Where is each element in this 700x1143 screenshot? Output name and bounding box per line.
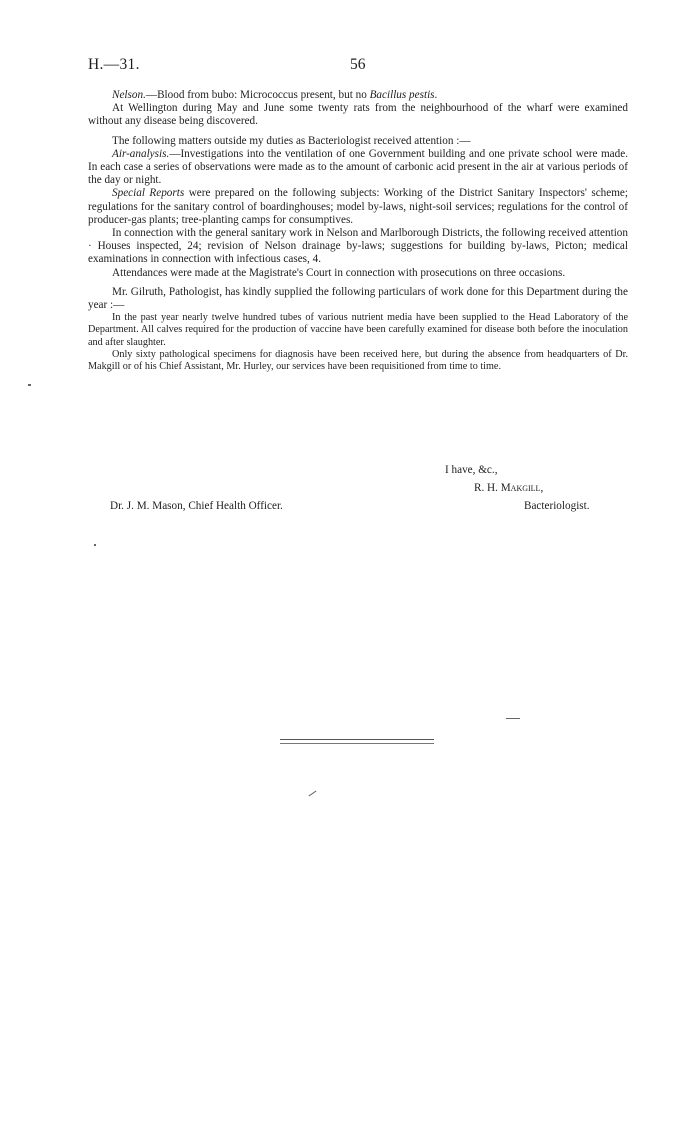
- page-number: 56: [350, 56, 366, 73]
- paragraph-nelson: [88, 89, 628, 102]
- nelson-text: —Blood from bubo: Micrococcus present, but no: [145, 89, 370, 101]
- nelson-species: Bacillus pestis: [369, 89, 435, 101]
- signer-title: Bacteriologist.: [524, 500, 590, 512]
- paragraph-outside-duties: The following matters outside my duties as Bacteriologist received attention :—: [112, 134, 471, 147]
- signer-name: R. H. Makgill,: [474, 482, 544, 494]
- paragraph-specimens: Only sixty pathological specimens for diagnosis have been received here, but during the absence from headquarters of Dr. Makgill or of his Chief Assistant, Mr. Hurley, our services have been requisitioned from time to time.: [88, 348, 628, 373]
- document-reference: H.—31.: [88, 56, 140, 73]
- scan-speck: [28, 384, 31, 386]
- nelson-end: .: [434, 89, 438, 101]
- addressee: Dr. J. M. Mason, Chief Health Officer.: [110, 500, 283, 512]
- air-analysis-label: Air-analysis.: [112, 147, 170, 160]
- paragraph-tubes: In the past year nearly twelve hundred tubes of various nutrient media have been supplied to the Head Laboratory of the Department. All calves required for the production of vaccine have been carefully examined for disease both before the inoculation and after slaughter.: [88, 312, 628, 348]
- signoff-block: [88, 458, 628, 518]
- paragraph-special-reports: [88, 187, 628, 227]
- special-reports-text: were prepared on the following subjects: Working of the District Sanitary Inspectors' scheme; regulations for the sanitary control of boardinghouses; model by-laws, night-soil services; regulations for the control of producer-gas plants; tree-planting camps for consumptives.: [88, 187, 628, 226]
- special-reports-label: Special Reports: [112, 187, 185, 200]
- nelson-label: Nelson.: [112, 89, 146, 101]
- paragraph-court: Attendances were made at the Magistrate's Court in connection with prosecutions on three occasions.: [112, 266, 566, 279]
- paragraph-sanitary-work: In connection with the general sanitary work in Nelson and Marlborough Districts, the following received attention · Houses inspected, 24; revision of Nelson drainage by-laws; suggestions for building by-laws, Picton; medical examinations in connection with infectious cases, 4.: [88, 227, 628, 266]
- page-header: [88, 56, 628, 76]
- pathologist-particulars: [88, 312, 628, 373]
- scan-speck: [506, 718, 520, 719]
- paragraph-wellington: At Wellington during May and June some twenty rats from the neighbourhood of the wharf were examined without any disease being discovered.: [88, 102, 628, 128]
- scan-speck: [94, 544, 96, 546]
- section-divider-rule: [280, 739, 434, 744]
- paragraph-gilruth: Mr. Gilruth, Pathologist, has kindly supplied the following particulars of work done for this Department during the year :—: [88, 285, 628, 312]
- paragraph-air-analysis: [88, 148, 628, 188]
- air-analysis-text: —Investigations into the ventilation of one Government building and one private school were made. In each case a series of observations were made as to the amount of carbonic acid present in the air at various periods of the day or night.: [88, 147, 628, 187]
- closing-line: I have, &c.,: [445, 464, 498, 476]
- report-body: [88, 89, 628, 373]
- scan-speck: [309, 791, 317, 797]
